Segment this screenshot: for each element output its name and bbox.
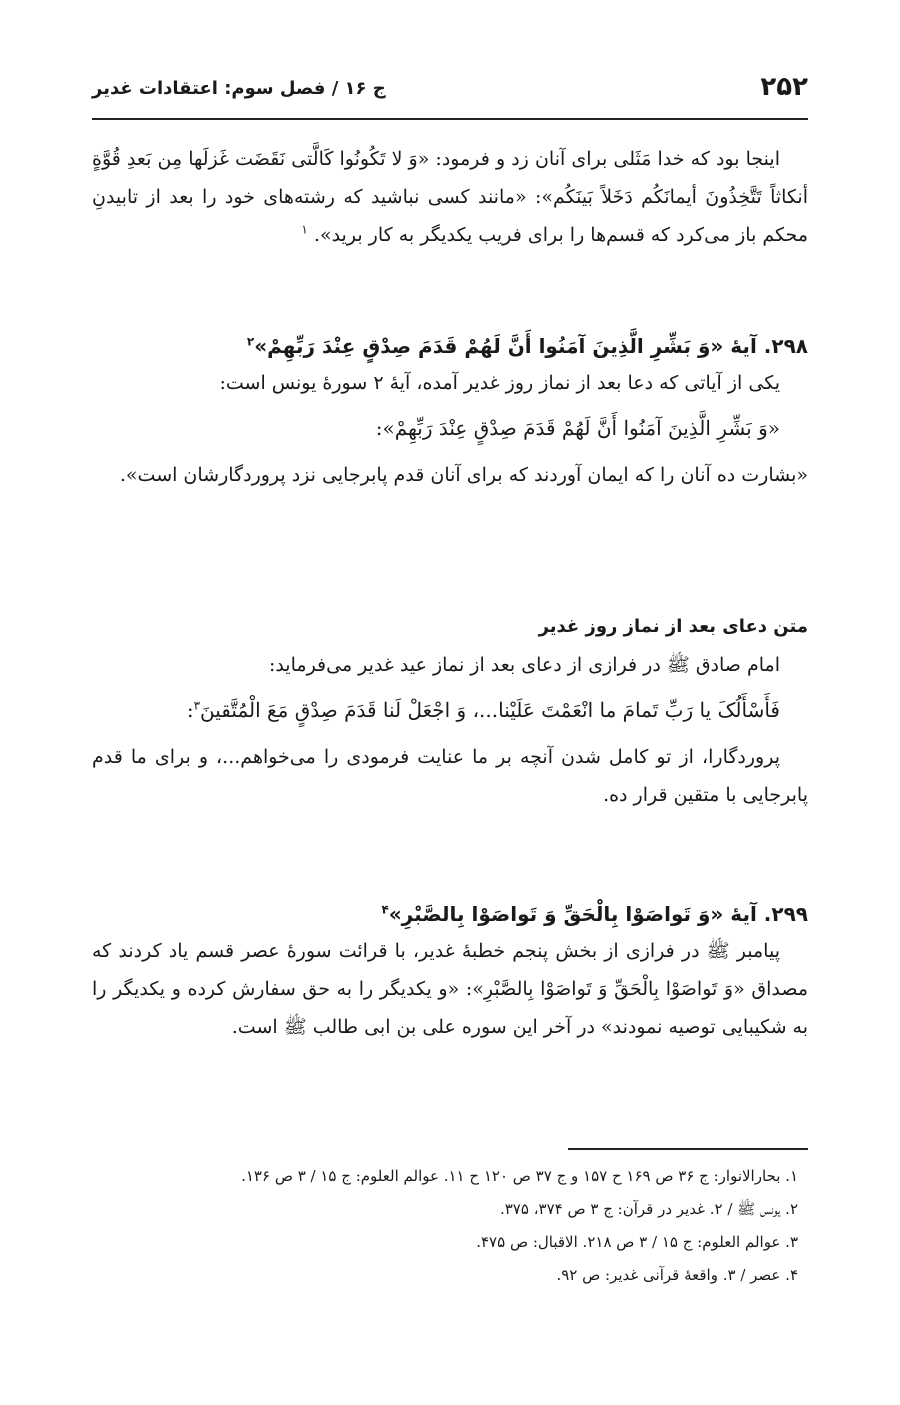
page-number: ۲۵۲ (760, 72, 808, 102)
footnote-ref-2[interactable]: ۲ (246, 334, 255, 349)
section-299-paragraph: پیامبر ﷺ در فرازی از بخش پنجم خطبهٔ غدیر، با قرائت سورهٔ عصر قسم یاد کردند که مصداق «وَ تَواصَوْا بِالْحَقِّ وَ تَواصَوْا بِالصَّبْرِ»: «و یکدیگر را به حق سفارش کرده و یکدیگر را به شکیبایی توصیه نمودند» در آخر این سوره علی بن ابی طالب ﷺ است. (92, 940, 808, 1038)
section-298 (92, 328, 808, 494)
dua-translation: پروردگارا، از تو کامل شدن آنچه بر ما عنایت فرمودی را می‌خواهم...، و برای ما قدم پابرجایی با متقین قرار ده. (92, 746, 808, 806)
intro-block (92, 140, 808, 254)
section-298-verse: «وَ بَشِّرِ الَّذِینَ آمَنُوا أَنَّ لَهُمْ قَدَمَ صِدْقٍ عِنْدَ رَبِّهِمْ»: (375, 416, 780, 440)
footnote-2: ۲. یونس ﷺ / ۲. غدیر در قرآن: ج ۳ ص ۳۷۴، ۳۷۵. (499, 1200, 798, 1218)
section-298-title (92, 328, 808, 364)
dua-intro: امام صادق ﷺ در فرازی از دعای بعد از نماز عید غدیر می‌فرماید: (268, 654, 780, 676)
footnote-1: ۱. بحارالانوار: ج ۳۶ ص ۱۶۹ ح ۱۵۷ و ج ۳۷ ص ۱۲۰ ح ۱۱. عوالم العلوم: ج ۱۵ / ۳ ص ۱۳۶. (241, 1167, 798, 1185)
section-298-intro: یکی از آیاتی که دعا بعد از نماز روز غدیر آمده، آیهٔ ۲ سورهٔ یونس است: (219, 372, 780, 394)
footnote-ref-1[interactable]: ۱ (301, 222, 308, 237)
running-head: ج ۱۶ / فصل سوم: اعتقادات غدیر (92, 78, 386, 99)
footnote-rule (568, 1148, 808, 1150)
dua-section-title: متن دعای بعد از نماز روز غدیر (538, 616, 808, 637)
dua-arabic-end: : (186, 698, 194, 722)
footnote-ref-3[interactable]: ۳ (193, 698, 201, 713)
dua-arabic (92, 690, 808, 730)
intro-text: اینجا بود که خدا مَثَلی برای آنان زد و فرمود: «وَ لا تَکُونُوا کَالَّتی نَقَضَت غَزلَها مِن بَعدِ قُوَّةٍ أنکاثاً تَتَّخِذُونَ أیمانَکُم دَخَلاً بَینَکُم»: «مانند کسی نباشید که رشته‌های خود را بعد از تابیدنِ محکم باز می‌کرد که قسم‌ها را برای فریب یکدیگر به کار برید». (92, 148, 808, 246)
section-299-title (92, 896, 808, 932)
footnote-4: ۴. عصر / ۳. واقعهٔ قرآنی غدیر: ص ۹۲. (556, 1266, 798, 1284)
section-298-title-text: ۲۹۸. آیهٔ «وَ بَشِّرِ الَّذِینَ آمَنُوا أَنَّ لَهُمْ قَدَمَ صِدْقٍ عِنْدَ رَبِّهِمْ» (254, 334, 808, 358)
dua-section (92, 610, 808, 814)
footnote-ref-4[interactable]: ۴ (381, 902, 389, 917)
section-299-title-text: ۲۹۹. آیهٔ «وَ تَواصَوْا بِالْحَقِّ وَ تَواصَوْا بِالصَّبْرِ» (388, 902, 808, 926)
footnote-3: ۳. عوالم العلوم: ج ۱۵ / ۳ ص ۲۱۸. الاقبال: ص ۴۷۵. (476, 1233, 798, 1251)
section-299 (92, 896, 808, 1046)
header-rule (92, 118, 808, 120)
intro-paragraph (92, 140, 808, 254)
footnotes (92, 1160, 808, 1292)
dua-arabic-text: فَأَسْأَلُکَ یا رَبِّ تَمامَ ما انْعَمْتَ عَلَیْنا...، وَ اجْعَلْ لَنا قَدَمَ صِدْقٍ مَعَ الْمُتَّقینَ (200, 698, 780, 722)
section-298-translation: «بشارت ده آنان را که ایمان آوردند که برای آنان قدم پابرجایی نزد پروردگارشان است». (119, 464, 808, 486)
page-header (92, 72, 808, 112)
